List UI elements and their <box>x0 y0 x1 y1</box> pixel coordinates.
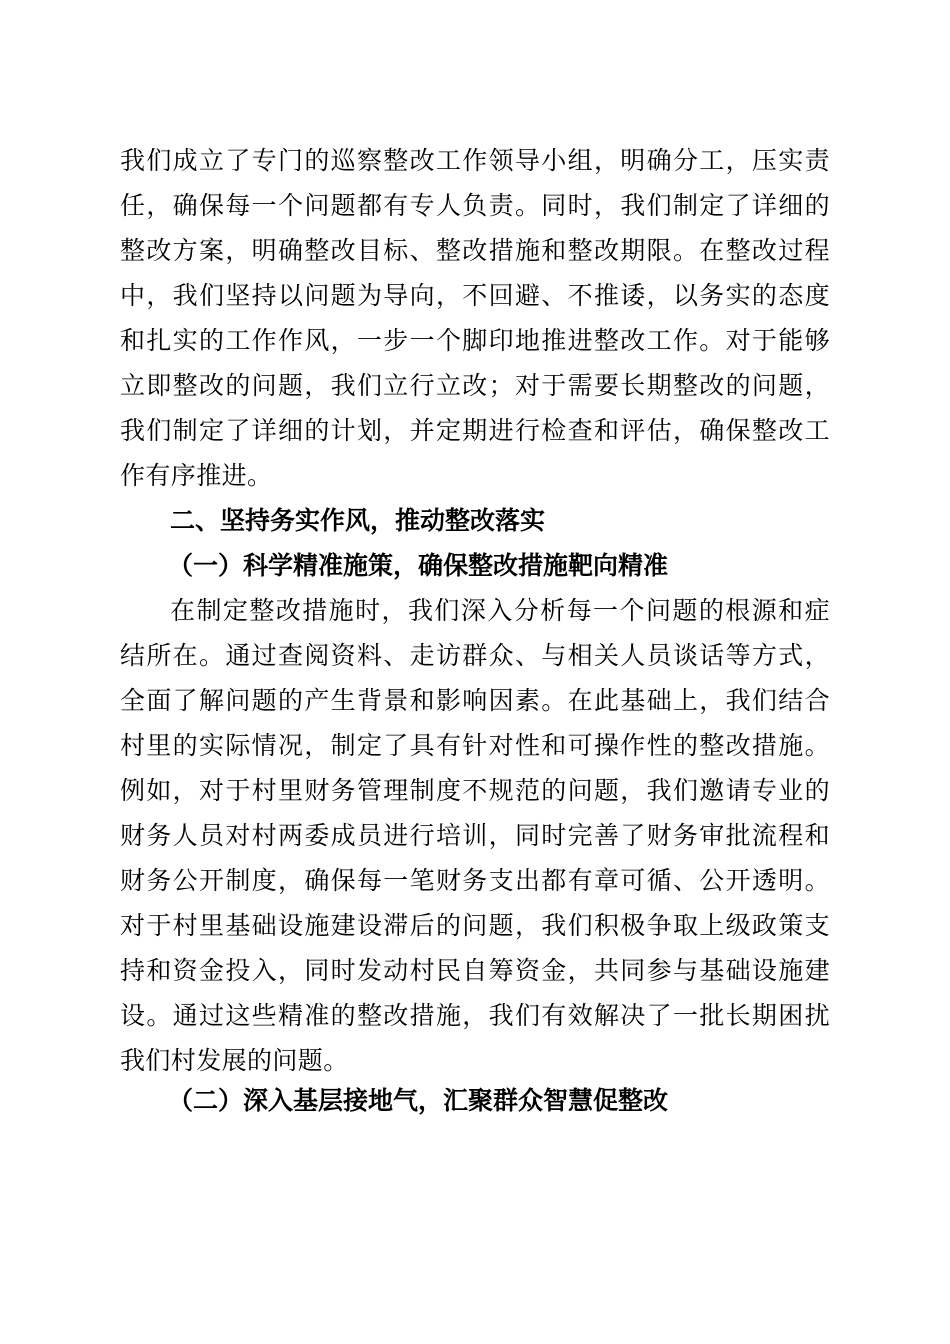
subsection-title: （二）深入基层接地气，汇聚群众智慧促整改 <box>168 1086 669 1115</box>
text-line: 中，我们坚持以问题为导向，不回避、不推诿，以务实的态度 <box>120 281 830 310</box>
text-line: 我们村发展的问题。 <box>120 1046 349 1075</box>
text-line: 对于村里基础设施建设滞后的问题，我们积极争取上级政策支 <box>120 911 830 940</box>
text-line: 例如，对于村里财务管理制度不规范的问题，我们邀请专业的 <box>120 776 830 805</box>
paragraph-2 <box>120 588 830 1083</box>
text-line: 村里的实际情况，制定了具有针对性和可操作性的整改措施。 <box>120 731 830 760</box>
text-line: 全面了解问题的产生背景和影响因素。在此基础上，我们结合 <box>120 686 830 715</box>
text-line: 立即整改的问题，我们立行立改；对于需要长期整改的问题， <box>120 371 830 400</box>
text-line: 在制定整改措施时，我们深入分析每一个问题的根源和症 <box>170 596 830 625</box>
text-line: 设。通过这些精准的整改措施，我们有效解决了一批长期困扰 <box>120 1001 830 1030</box>
text-line: 整改方案，明确整改目标、整改措施和整改期限。在整改过程 <box>120 236 830 265</box>
text-line: 财务人员对村两委成员进行培训，同时完善了财务审批流程和 <box>120 821 830 850</box>
section-heading-2 <box>120 498 830 544</box>
paragraph-1 <box>120 138 830 498</box>
subsection-title: （一）科学精准施策，确保整改措施靶向精准 <box>168 551 669 580</box>
text-line: 我们成立了专门的巡察整改工作领导小组，明确分工，压实责 <box>120 146 830 175</box>
subsection-heading-2-1 <box>120 543 830 589</box>
text-line: 财务公开制度，确保每一笔财务支出都有章可循、公开透明。 <box>120 866 830 895</box>
section-title: 二、坚持务实作风，推动整改落实 <box>170 506 546 535</box>
text-line: 我们制定了详细的计划，并定期进行检查和评估，确保整改工 <box>120 416 830 445</box>
text-line: 作有序推进。 <box>120 461 273 490</box>
text-line: 和扎实的工作作风，一步一个脚印地推进整改工作。对于能够 <box>120 326 830 355</box>
text-line: 结所在。通过查阅资料、走访群众、与相关人员谈话等方式， <box>120 641 830 670</box>
text-line: 任，确保每一个问题都有专人负责。同时，我们制定了详细的 <box>120 191 830 220</box>
text-line: 持和资金投入，同时发动村民自筹资金，共同参与基础设施建 <box>120 956 830 985</box>
subsection-heading-2-2 <box>120 1078 830 1124</box>
